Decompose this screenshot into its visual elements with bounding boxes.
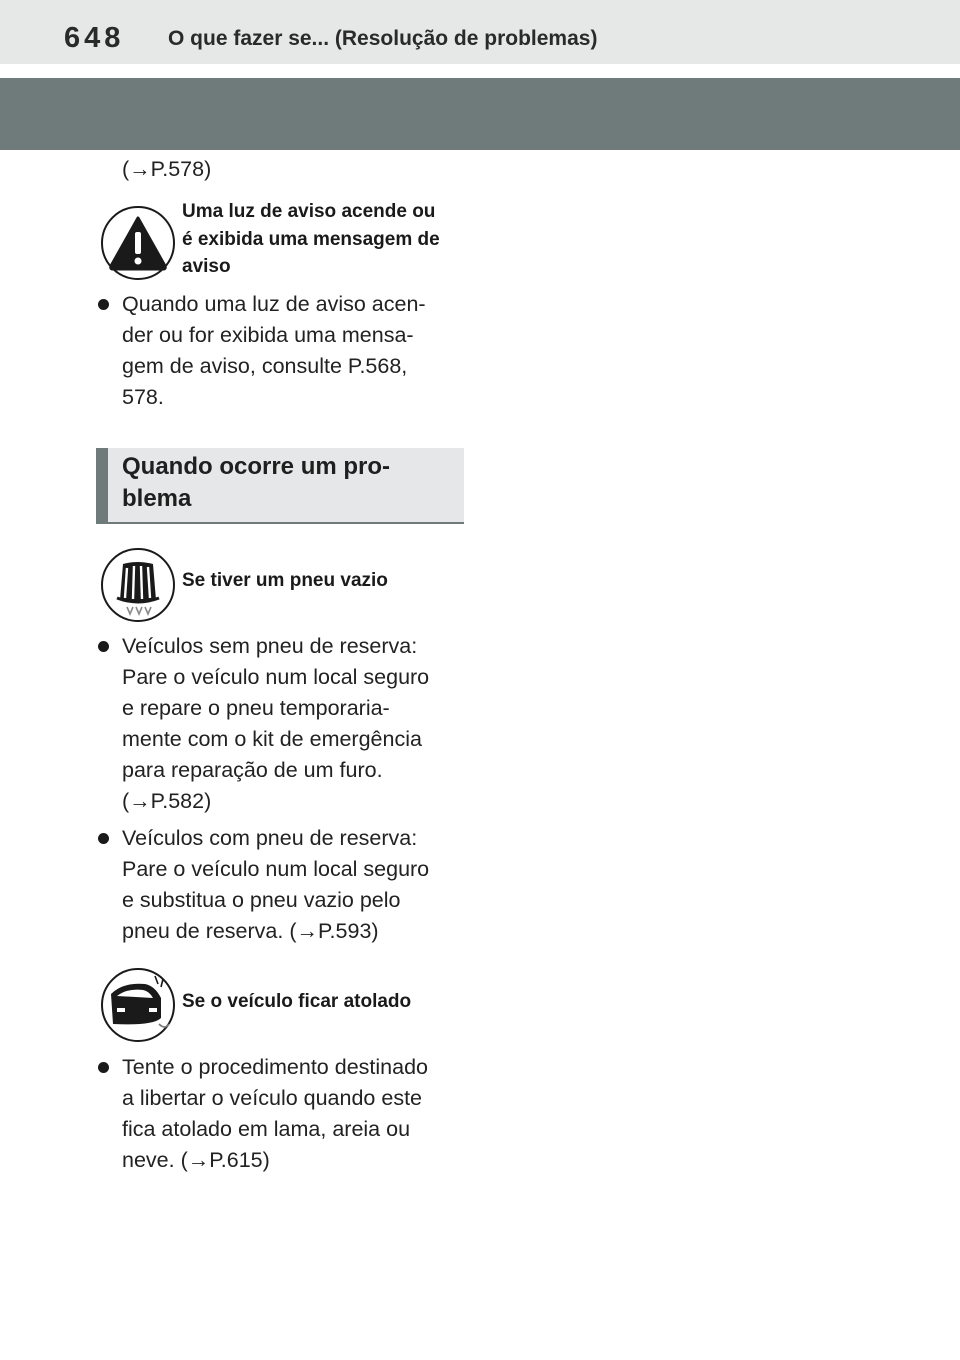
flat-tire-icon bbox=[101, 548, 175, 622]
warning-bullet-text: Quando uma luz de aviso acen- der ou for exibida uma mensa- gem de aviso, consulte P.568, 578. bbox=[122, 292, 426, 409]
accent-band bbox=[0, 78, 960, 150]
page-number: 648 bbox=[64, 22, 125, 54]
bullet-dot bbox=[98, 833, 109, 844]
flat-tire-heading: Se tiver um pneu vazio bbox=[182, 570, 388, 591]
warning-heading: Uma luz de aviso acende ou é exibida uma mensagem de aviso bbox=[182, 201, 440, 277]
section-title: Quando ocorre um pro- blema bbox=[122, 453, 391, 512]
flat-tire-bullet-2-text: Veículos com pneu de reserva: Pare o veículo num local seguro e substitua o pneu vazio pelo pneu de reserva. (→P.593) bbox=[122, 826, 430, 943]
header-title: O que fazer se... (Resolução de problemas) bbox=[168, 27, 598, 50]
stuck-vehicle-heading: Se o veículo ficar atolado bbox=[182, 991, 412, 1012]
bullet-dot bbox=[98, 1062, 109, 1073]
bullet-dot bbox=[98, 299, 109, 310]
stuck-vehicle-icon bbox=[101, 968, 175, 1042]
flat-tire-bullet-1-text: Veículos sem pneu de reserva: Pare o veículo num local seguro e repare o pneu temporaria- mente com o kit de emergência para reparação de um furo. (→P.582) bbox=[122, 634, 430, 813]
bullet-dot bbox=[98, 641, 109, 652]
stuck-vehicle-bullet-text: Tente o procedimento destinado a libertar o veículo quando este fica atolado em lama, areia ou neve. (→P.615) bbox=[122, 1055, 428, 1172]
section-heading-box bbox=[96, 448, 464, 524]
warning-exclamation-icon bbox=[101, 206, 175, 280]
intro-reference: (→P.578) bbox=[122, 157, 212, 181]
